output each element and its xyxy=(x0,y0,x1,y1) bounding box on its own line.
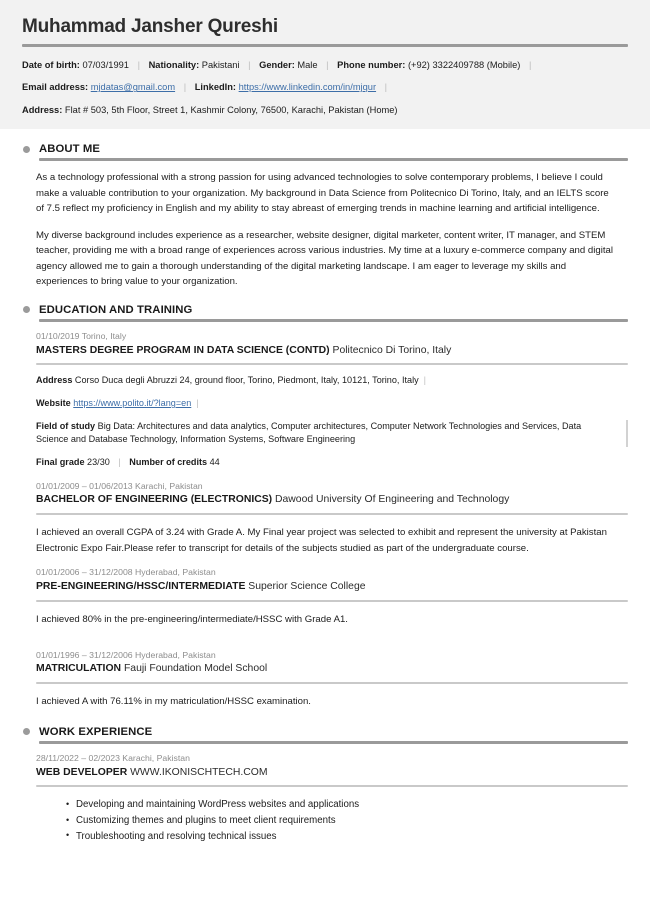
final-grade-value: 23/30 xyxy=(87,457,110,468)
list-item: • Developing and maintaining WordPress websites and applications xyxy=(66,797,628,813)
section-title-about-me: ABOUT ME xyxy=(39,143,101,156)
entry-organisation: Dawood University Of Engineering and Technology xyxy=(275,494,510,506)
detail-label: Field of study xyxy=(36,420,96,431)
contact-value-address: Flat # 503, 5th Floor, Street 1, Kashmir Colony, 76500, Karachi, Pakistan (Home) xyxy=(64,104,398,115)
page-title: Muhammad Jansher Qureshi xyxy=(22,16,278,37)
contact-value-dob: 07/03/1991 xyxy=(82,59,129,70)
work-entry xyxy=(22,753,628,845)
email-link[interactable]: mjdatas@gmail.com xyxy=(90,82,176,93)
entry-grade-line xyxy=(36,456,628,470)
contact-value-phone: (+92) 3322409788 (Mobile) xyxy=(407,59,521,70)
field-separator: | xyxy=(528,59,532,70)
credits-value: 44 xyxy=(209,457,220,468)
field-separator: | xyxy=(183,82,187,93)
contact-row-personal xyxy=(22,58,628,72)
entry-date: 01/01/2006 – 31/12/2008 Hyderabad, Pakistan xyxy=(36,567,216,578)
contact-label-nationality: Nationality: xyxy=(148,59,200,70)
header-divider xyxy=(22,44,628,47)
entry-date: 28/11/2022 – 02/2023 Karachi, Pakistan xyxy=(36,752,190,763)
contact-value-gender: Male xyxy=(297,59,318,70)
entry-organisation: WWW.IKONISCHTECH.COM xyxy=(130,766,268,778)
section-title-education: EDUCATION AND TRAINING xyxy=(39,303,193,316)
section-divider xyxy=(39,158,628,161)
entry-title xyxy=(36,662,628,676)
entry-organisation: Superior Science College xyxy=(248,581,366,593)
contact-label-email: Email address: xyxy=(22,82,89,93)
entry-title xyxy=(36,344,628,358)
entry-divider xyxy=(36,363,628,365)
entry-title-text: MASTERS DEGREE PROGRAM IN DATA SCIENCE (CONTD) xyxy=(36,344,330,356)
about-paragraph: As a technology professional with a strong passion for using advanced technologies to solve contemporary problems, I believe I could make a valuable contribution to your organization. My background in Data Science from Politecnico Di Torino, Italy, and an IELTS score of 7.5 reflect my proficiency in English and my ability to stay abreast of emerging trends in machine learning and artificial intelligence. xyxy=(36,172,609,215)
entry-title xyxy=(36,580,628,594)
list-item: • Customizing themes and plugins to meet client requirements xyxy=(66,813,628,829)
detail-label: Website xyxy=(36,398,71,409)
detail-value: Big Data: Architectures and data analytics, Computer architectures, Computer Network Technologies and Services, Data Science and Database Technology, Information Systems, Software Engineering xyxy=(36,420,582,445)
circle-bullet-icon xyxy=(23,146,30,153)
contact-label-gender: Gender: xyxy=(259,59,295,70)
entry-date: 01/10/2019 Torino, Italy xyxy=(36,330,127,341)
entry-title xyxy=(36,493,628,507)
credits-label: Number of credits xyxy=(129,457,208,468)
cv-body xyxy=(0,143,650,845)
field-separator: | xyxy=(137,59,140,70)
field-separator: | xyxy=(384,82,388,93)
circle-bullet-icon xyxy=(23,306,30,313)
section-education-and-training xyxy=(22,304,628,710)
entry-detail-address xyxy=(36,374,628,388)
section-work-experience xyxy=(22,726,628,845)
section-divider xyxy=(39,319,628,322)
entry-date: 01/01/1996 – 31/12/2006 Hyderabad, Pakistan xyxy=(36,649,216,660)
section-divider xyxy=(39,741,628,744)
field-separator: | xyxy=(196,398,199,409)
entry-title-text: WEB DEVELOPER xyxy=(36,766,128,778)
field-separator: | xyxy=(118,457,121,468)
detail-value: Corso Duca degli Abruzzi 24, ground floor, Torino, Piedmont, Italy, 10121, Torino, Italy xyxy=(74,375,419,386)
entry-description: I achieved an overall CGPA of 3.24 with Grade A. My Final year project was selected to exhibit and represent the university at Pakistan Electronic Expo Fair.Please refer to transcript for details of the subjects studied as part of the undergraduate course. xyxy=(36,527,607,554)
field-separator: | xyxy=(248,59,251,70)
section-title-work: WORK EXPERIENCE xyxy=(39,725,153,738)
entry-title-text: PRE-ENGINEERING/HSSC/INTERMEDIATE xyxy=(36,581,246,593)
website-link[interactable]: https://www.polito.it/?lang=en xyxy=(73,398,192,409)
linkedin-link[interactable]: https://www.linkedin.com/in/mjqur xyxy=(238,82,377,93)
entry-divider xyxy=(36,785,628,787)
circle-bullet-icon xyxy=(23,728,30,735)
section-header-about-me xyxy=(22,143,628,155)
education-entry xyxy=(22,331,628,470)
field-separator: | xyxy=(423,375,427,386)
entry-description: I achieved A with 76.11% in my matriculation/HSSC examination. xyxy=(36,696,311,708)
education-entry xyxy=(22,567,628,627)
education-entry xyxy=(22,650,628,710)
entry-title-text: BACHELOR OF ENGINEERING (ELECTRONICS) xyxy=(36,494,273,506)
contact-value-nationality: Pakistani xyxy=(201,59,240,70)
education-entry xyxy=(22,481,628,557)
entry-title xyxy=(36,766,628,780)
contact-label-address: Address: xyxy=(22,104,63,115)
entry-divider xyxy=(36,682,628,684)
about-paragraph: My diverse background includes experience as a researcher, website designer, digital marketer, content writer, IT manager, and STEM teacher, providing me with a broad range of experiences across various industries. My time at a luxury e-commerce company and digital agency allowed me to gain a thorough understanding of the digital marketing landscape. I am eager to leverage my skills and experiences to bring value to your organization. xyxy=(36,229,613,288)
entry-divider xyxy=(36,513,628,515)
detail-label: Address xyxy=(36,375,73,386)
section-header-education xyxy=(22,304,628,316)
section-about-me xyxy=(22,143,628,290)
cv-header xyxy=(0,0,650,129)
entry-divider xyxy=(36,600,628,602)
list-item: • Troubleshooting and resolving technical issues xyxy=(66,829,628,845)
entry-organisation: Fauji Foundation Model School xyxy=(123,663,268,675)
contact-label-linkedin: LinkedIn: xyxy=(194,82,237,93)
field-separator: | xyxy=(326,59,329,70)
contact-label-phone: Phone number: xyxy=(337,59,406,70)
work-responsibility-list xyxy=(36,797,628,844)
contact-label-dob: Date of birth: xyxy=(22,59,80,70)
entry-date: 01/01/2009 – 01/06/2013 Karachi, Pakistan xyxy=(36,480,203,491)
entry-organisation: Politecnico Di Torino, Italy xyxy=(332,344,452,356)
contact-row-address xyxy=(22,103,628,117)
entry-detail-field-of-study xyxy=(36,420,628,447)
entry-description: I achieved 80% in the pre-engineering/intermediate/HSSC with Grade A1. xyxy=(36,614,348,626)
entry-detail-website xyxy=(36,397,628,411)
contact-row-online xyxy=(22,80,628,94)
section-header-work xyxy=(22,726,628,738)
final-grade-label: Final grade xyxy=(36,457,85,468)
entry-title-text: MATRICULATION xyxy=(36,663,122,675)
